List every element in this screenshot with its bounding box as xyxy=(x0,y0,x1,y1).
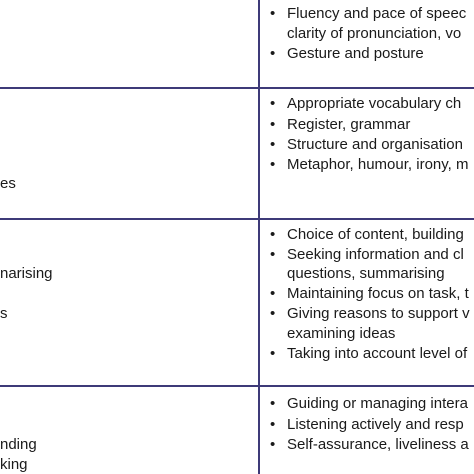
bullet-icon: • xyxy=(270,395,276,412)
list-item: Giving reasons to support v xyxy=(287,305,470,322)
list-item: Seeking information and cl xyxy=(287,246,464,263)
row-divider-3 xyxy=(0,385,474,387)
list-item-continuation: examining ideas xyxy=(287,325,396,342)
left-cell-text: nding xyxy=(0,436,37,453)
bullet-icon: • xyxy=(270,416,276,433)
list-item-continuation: questions, summarising xyxy=(287,265,445,282)
bullet-icon: • xyxy=(270,45,276,62)
list-item: Gesture and posture xyxy=(287,45,424,62)
row-divider-2 xyxy=(0,218,474,220)
list-item: Guiding or managing intera xyxy=(287,395,468,412)
bullet-icon: • xyxy=(270,226,276,243)
bullet-icon: • xyxy=(270,305,276,322)
list-item: Structure and organisation xyxy=(287,136,463,153)
row-divider-1 xyxy=(0,87,474,89)
bullet-icon: • xyxy=(270,116,276,133)
list-item: Choice of content, building xyxy=(287,226,464,243)
bullet-icon: • xyxy=(270,5,276,22)
bullet-icon: • xyxy=(270,285,276,302)
column-divider xyxy=(258,0,260,474)
list-item: Maintaining focus on task, t xyxy=(287,285,469,302)
left-cell-text: es xyxy=(0,175,16,192)
list-item-continuation: clarity of pronunciation, vo xyxy=(287,25,462,42)
bullet-icon: • xyxy=(270,156,276,173)
list-item: Register, grammar xyxy=(287,116,411,133)
left-cell-text: king xyxy=(0,456,28,473)
list-item: Fluency and pace of speec xyxy=(287,5,467,22)
list-item: Self-assurance, liveliness a xyxy=(287,436,469,453)
bullet-icon: • xyxy=(270,95,276,112)
list-item: Appropriate vocabulary ch xyxy=(287,95,462,112)
left-cell-text: s xyxy=(0,305,8,322)
bullet-icon: • xyxy=(270,436,276,453)
list-item: Listening actively and resp xyxy=(287,416,464,433)
bullet-icon: • xyxy=(270,136,276,153)
bullet-icon: • xyxy=(270,246,276,263)
bullet-icon: • xyxy=(270,345,276,362)
left-cell-text: narising xyxy=(0,265,53,282)
list-item: Metaphor, humour, irony, m xyxy=(287,156,469,173)
list-item: Taking into account level of xyxy=(287,345,468,362)
